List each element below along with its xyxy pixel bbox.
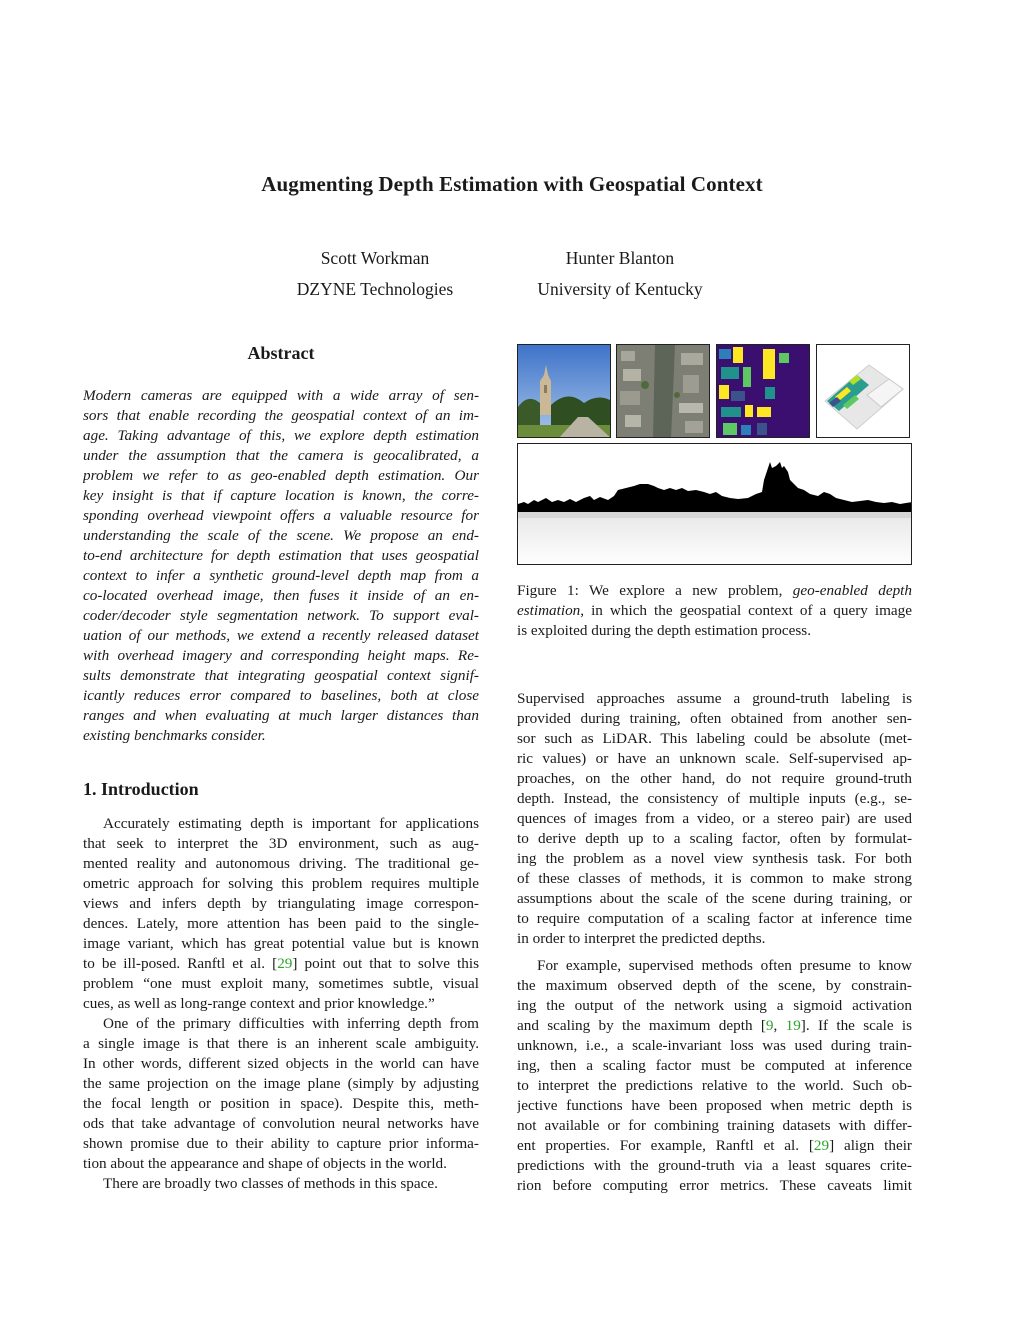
body-line [517,1016,912,1036]
intro-line: cues, as well as long-range context and prior knowledge.” [83,995,435,1012]
intro-line: mented reality and autonomous driving. The traditional ge- [83,855,479,872]
abstract-line: icantly reduces error compared to baselines, both at close [83,687,479,704]
intro-line: dences. Lately, more attention has been paid to the single- [83,915,479,932]
body-line: sor such as LiDAR. This labeling could be absolute (met- [517,730,912,747]
text-run: ent properties. For example, Ranftl et al. [ [517,1137,814,1154]
body-line: the maximum observed depth of the scene, by constrain- [517,977,912,994]
body-line: to interpret the predictions relative to the world. Such ob- [517,1077,912,1094]
abstract-line: ranges and when evaluating at much larger distances than [83,707,479,724]
right-column-paragraph-2 [517,956,912,1196]
body-line: in order to interpret the predicted depths. [517,930,766,947]
body-line: ric values) or have an unknown scale. Self-supervised ap- [517,750,912,767]
body-line: quences of images from a video, or a stereo pair) are used [517,810,912,827]
text-run: to be ill-posed. Ranftl et al. [ [83,955,278,972]
author-block-2 [515,243,725,305]
intro-line: In other words, different sized objects in the world can have [83,1055,479,1072]
text-run: ] align their [829,1137,912,1154]
satellite-photo [617,345,710,438]
abstract-line: key insight is that if capture location is known, the corre- [83,487,479,504]
text-run: ] point out that to solve this [292,955,479,972]
text-run: , [773,1017,786,1034]
body-line: ing the problem as a novel view synthesis task. For both [517,850,912,867]
intro-line: image variant, which has great potential value but is known [83,935,479,952]
author-affiliation: University of Kentucky [537,279,703,299]
abstract-line: existing benchmarks consider. [83,727,266,744]
intro-line: problem “one must exploit many, sometimes subtle, visual [83,975,479,992]
intro-line: views and infers depth by triangulating image correspon- [83,895,479,912]
body-line: unknown, i.e., a scale-invariant loss was used during train- [517,1037,912,1054]
abstract-line: coder/decoder style segmentation network. To support eval- [83,607,479,624]
abstract-line: sors that enable recording the geospatial context of an im- [83,407,479,424]
text-run: , in which the geospatial context of a query image [580,602,912,619]
paper-title: Augmenting Depth Estimation with Geospatial Context [261,172,763,196]
height-map [717,345,810,438]
author-name: Scott Workman [320,248,430,268]
citation-link[interactable]: 29 [813,1137,830,1154]
body-line: to require computation of a scaling factor at inference time [517,910,912,927]
author-block-1 [270,243,480,305]
abstract-heading: Abstract [247,343,315,363]
depth-map-render [518,444,912,565]
intro-line: that seek to interpret the 3D environment, such as aug- [83,835,479,852]
caption-line: is exploited during the depth estimation process. [517,622,811,639]
body-line: not available or for combining training datasets with differ- [517,1117,912,1134]
intro-line: a single image is that there is an inherent scale ambiguity. [83,1035,479,1052]
section-heading-introduction: 1. Introduction [83,779,199,799]
abstract-line: sults demonstrate that integrating geospatial context signif- [83,667,479,684]
intro-line [83,954,479,974]
text-run: and scaling by the maximum depth [ [517,1017,766,1034]
abstract-line: with overhead imagery and corresponding height maps. Re- [83,647,479,664]
abstract-text [83,386,479,746]
text-run: Figure 1: We explore a new problem, [517,582,793,599]
abstract-line: to-end architecture for depth estimation that uses geospatial [83,547,479,564]
body-line: For example, supervised methods often presume to know [537,957,912,974]
body-line: provided during training, often obtained from another sen- [517,710,912,727]
body-line: Supervised approaches assume a ground-truth labeling is [517,690,912,707]
citation-link[interactable]: 29 [277,955,293,972]
figure-overhead-image [616,344,710,438]
abstract-line: age. Taking advantage of this, we explore depth estimation [83,427,479,444]
abstract-line: context to infer a synthetic ground-level depth map from a [83,567,479,584]
body-line: jective functions have been proposed when metric depth is [517,1097,912,1114]
citation-link[interactable]: 9 [765,1017,774,1034]
intro-line: shown promise due to their ability to capture prior informa- [83,1135,479,1152]
figure-caption [517,581,912,641]
body-line [517,1136,912,1156]
citation-link[interactable]: 19 [785,1017,801,1034]
figure-ground-image [517,344,611,438]
introduction-text [83,814,479,1194]
intro-line: Accurately estimating depth is important for applications [103,815,479,832]
abstract-line: under the assumption that the camera is geocalibrated, a [83,447,479,464]
street-view-photo [518,345,611,438]
body-line: ing, then a scaling factor must be computed at inference [517,1057,912,1074]
abstract-line: co-located overhead image, then fuses it inside of an en- [83,587,479,604]
intro-line: tion about the appearance and shape of objects in the world. [83,1155,447,1172]
figure-depth-map [517,443,912,565]
intro-line: the focal length or position in space). Despite this, meth- [83,1095,479,1112]
author-affiliation: DZYNE Technologies [296,279,454,299]
author-name: Hunter Blanton [565,248,675,268]
figure-height-map [716,344,810,438]
body-line: to derive depth up to a scaling factor, often by formulat- [517,830,912,847]
text-run-italic: geo-enabled depth [792,582,912,599]
abstract-line: Modern cameras are equipped with a wide array of sen- [83,387,479,404]
body-line: ing the output of the network using a sigmoid activation [517,997,912,1014]
body-line: proaches, on the other hand, do not require ground-truth [517,770,912,787]
height-render-3d [817,345,910,438]
text-run: ]. If the scale is [800,1017,912,1034]
body-line: rion before computing error metrics. These caveats limit [517,1177,912,1194]
intro-line: One of the primary difficulties with inferring depth from [103,1015,479,1032]
body-line: of these classes of methods, it is common to make strong [517,870,912,887]
intro-line: ometric approach for solving this problem requires multiple [83,875,479,892]
abstract-line: understanding the scale of the scene. We propose an end- [83,527,479,544]
caption-line [517,601,912,621]
intro-line: ods that take advantage of convolution neural networks have [83,1115,479,1132]
intro-line: the same projection on the image plane (simply by adjusting [83,1075,479,1092]
right-column-paragraph-1 [517,689,912,949]
body-line: predictions with the ground-truth via a least squares crite- [517,1157,912,1174]
abstract-line: uation of our methods, we extend a recently released dataset [83,627,479,644]
body-line: depth. Instead, the consistency of multiple inputs (e.g., se- [517,790,912,807]
intro-line: There are broadly two classes of methods in this space. [103,1175,438,1192]
figure-3d-height-render [816,344,910,438]
abstract-line: sponding overhead viewpoint offers a valuable resource for [83,507,479,524]
caption-line [517,581,912,601]
abstract-line: problem we refer to as geo-enabled depth estimation. Our [83,467,479,484]
text-run-italic: estimation [517,602,581,619]
body-line: assumptions about the scale of the scene during training, or [517,890,912,907]
